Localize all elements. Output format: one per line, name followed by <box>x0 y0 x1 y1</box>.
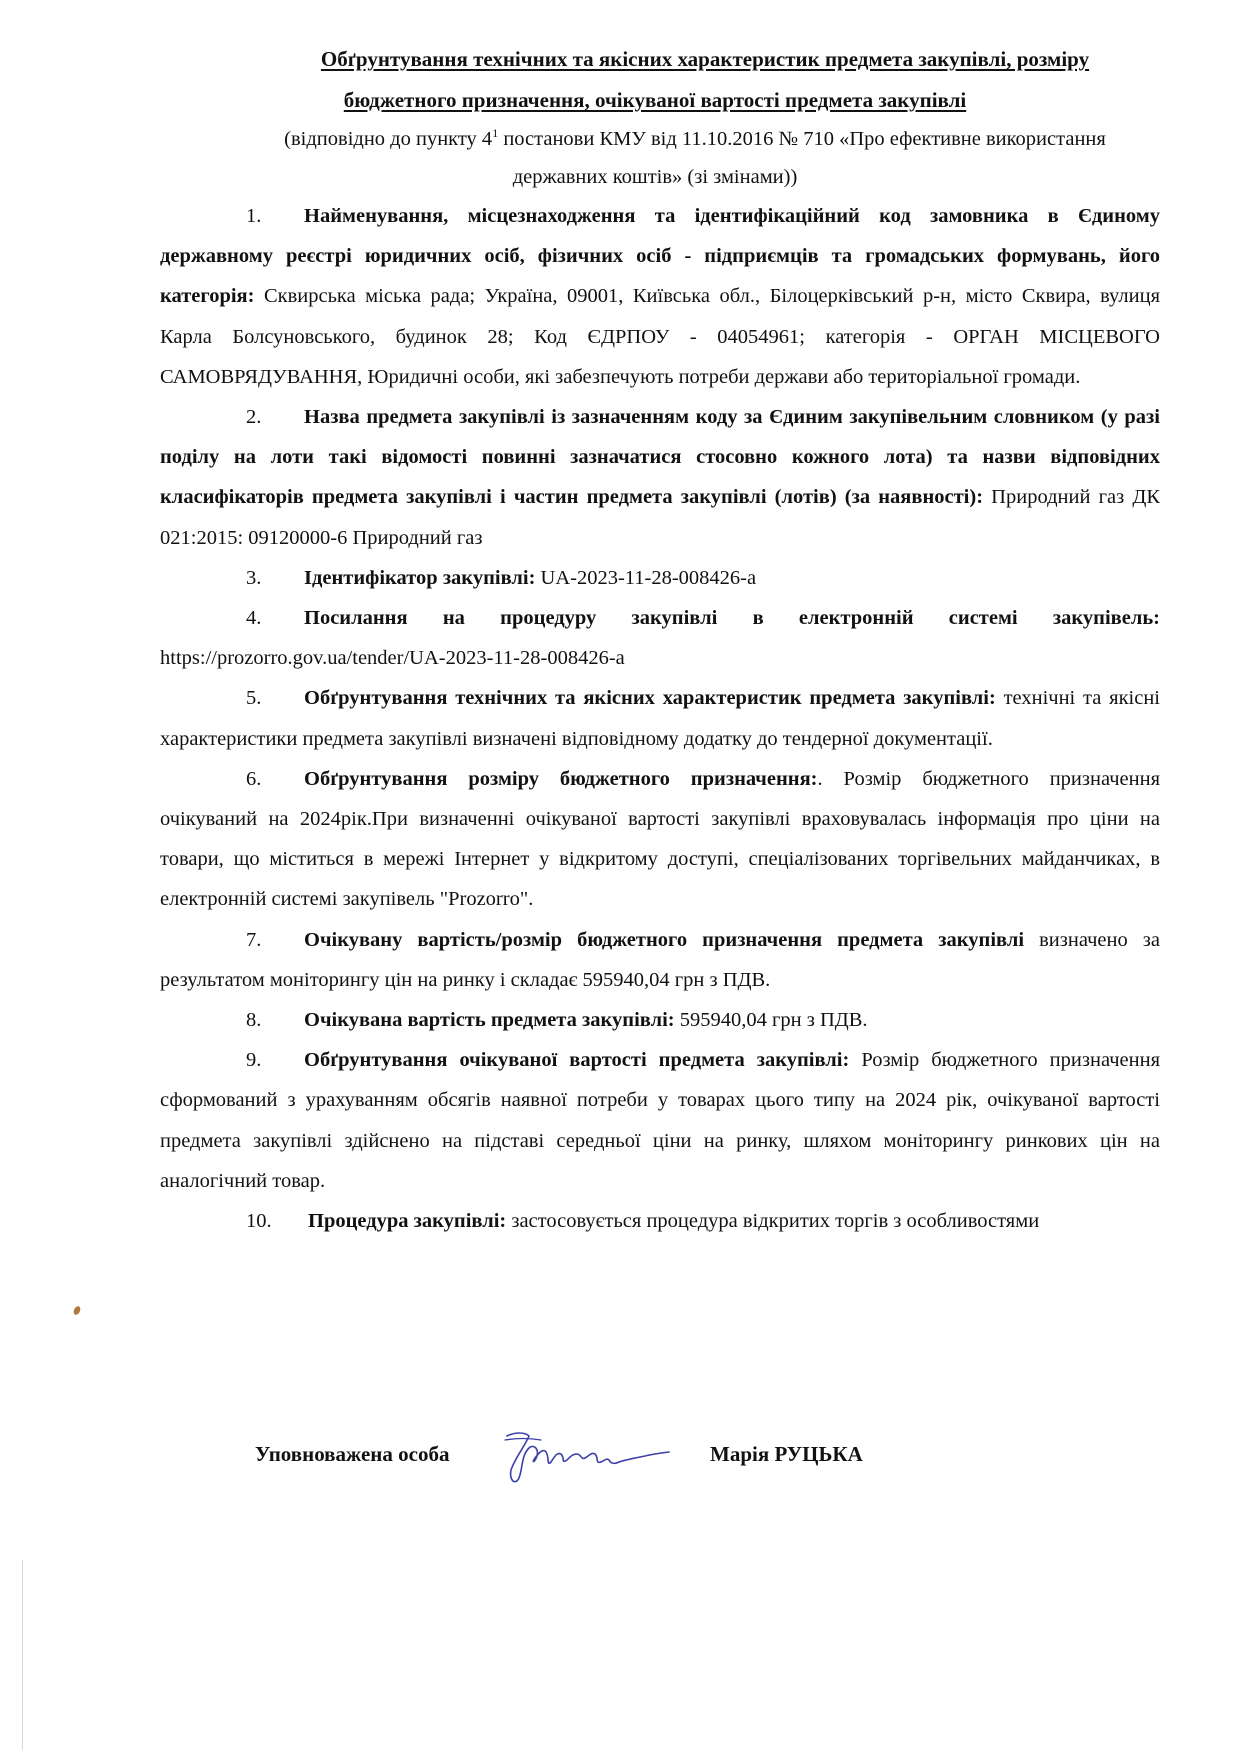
subtitle-superscript: 1 <box>492 126 499 141</box>
item-heading: Обґрунтування очікуваної вартості предмета закупівлі: <box>304 1049 850 1072</box>
item-text: UA-2023-11-28-008426-a <box>535 566 757 589</box>
item-text: застосовується процедура відкритих торгів з особливостями <box>506 1210 1040 1233</box>
item-text: Сквирська міська рада; Україна, 09001, Київська обл., Білоцерківський р-н, місто Сквира, вулиця Карла Болсуновського, будинок 28; Код ЄДРПОУ - 04054961; категорія - ОРГАН МІСЦЕВОГО САМОВРЯДУВАННЯ, Юридичні особи, які забезпечують потреби держави або територіальної громади. <box>160 285 1160 388</box>
item-number: 10. <box>246 1210 272 1233</box>
item-heading: Найменування, місцезнаходження та ідентифікаційний код замовника в Єдиному державному реєстрі юридичних осіб, фізичних осіб - підприємців та громадських формувань, його категорія: <box>160 205 1160 308</box>
item-number: 9. <box>246 1049 262 1072</box>
document-title-line-2: бюджетного призначення, очікуваної вартості предмета закупівлі <box>343 88 967 112</box>
item-number: 4. <box>246 607 262 630</box>
item-number: 6. <box>246 767 262 790</box>
item-heading: Посилання на процедуру закупівлі в електронній системі закупівель: <box>304 607 1160 630</box>
handwritten-signature <box>485 1418 675 1498</box>
list-item <box>160 397 1160 558</box>
signature-block <box>255 1418 955 1498</box>
list-item <box>160 1201 1160 1241</box>
item-text: Природний газ ДК 021:2015: 09120000-6 Природний газ <box>160 486 1160 549</box>
item-text: 595940,04 грн з ПДВ. <box>674 1009 868 1032</box>
item-number: 7. <box>246 928 262 951</box>
signatory-label: Уповноважена особа <box>255 1442 450 1466</box>
list-item <box>160 1000 1160 1040</box>
item-text: визначено за результатом моніторингу цін на ринку і складає 595940,04 грн з ПДВ. <box>160 928 1160 991</box>
document-subtitle-line-2: державних коштів» (зі змінами)) <box>512 166 798 188</box>
item-text: Розмір бюджетного призначення сформований з урахуванням обсягів наявної потреби у товарах цього типу на 2024 рік, очікуваної вартості предмета закупівлі здійснено на підставі середньої ціни на ринку, шляхом моніторингу ринкових цін на аналогічний товар. <box>160 1049 1160 1192</box>
item-link-text[interactable]: https://prozorro.gov.ua/tender/UA-2023-11-28-008426-a <box>160 647 625 670</box>
document-body <box>160 196 1160 1241</box>
subtitle-post: постанови КМУ від 11.10.2016 № 710 «Про ефективне використання <box>498 128 1106 150</box>
list-item <box>160 920 1160 1000</box>
list-item <box>160 598 1160 678</box>
item-heading: Назва предмета закупівлі із зазначенням коду за Єдиним закупівельним словником (у разі поділу на лоти такі відомості повинні зазначатися стосовно кожного лота) та назви відповідних класифікаторів предмета закупівлі і частин предмета закупівлі (лотів) (за наявності): <box>160 406 1160 509</box>
signatory-name: Марія РУЦЬКА <box>710 1442 863 1466</box>
item-number: 5. <box>246 687 262 710</box>
item-heading: Процедура закупівлі: <box>308 1210 507 1233</box>
paper-speck <box>72 1305 81 1316</box>
item-number: 3. <box>246 566 262 589</box>
document-title-line-1: Обґрунтування технічних та якісних характеристик предмета закупівлі, розміру <box>320 47 1090 71</box>
item-text: технічні та якісні характеристики предмета закупівлі визначені відповідному додатку до тендерної документації. <box>160 687 1160 750</box>
item-number: 2. <box>246 406 262 429</box>
item-heading: Ідентифікатор закупівлі: <box>304 566 536 589</box>
list-item <box>160 759 1160 920</box>
list-item <box>160 196 1160 397</box>
item-text: . Розмір бюджетного призначення очікуваний на 2024рік.При визначенні очікуваної вартості закупівлі враховувалась інформація про ціни на товари, що міститься в мережі Інтернет у відкритому доступі, спеціалізованих торгівельних майданчиках, в електронній системі закупівель "Prozorro". <box>160 767 1161 911</box>
scan-edge-line <box>22 1560 23 1750</box>
item-heading: Обґрунтування технічних та якісних характеристик предмета закупівлі: <box>304 687 996 710</box>
list-item <box>160 1040 1160 1201</box>
list-item <box>160 678 1160 758</box>
item-heading: Очікувану вартість/розмір бюджетного призначення предмета закупівлі <box>304 928 1025 951</box>
item-heading: Очікувана вартість предмета закупівлі: <box>304 1009 675 1032</box>
item-number: 8. <box>246 1009 262 1032</box>
subtitle-pre: (відповідно до пункту 4 <box>284 128 493 150</box>
item-heading: Обґрунтування розміру бюджетного призначення: <box>304 767 818 790</box>
document-subtitle-line-1 <box>195 124 1195 154</box>
list-item <box>160 558 1160 598</box>
item-number: 1. <box>246 205 262 227</box>
